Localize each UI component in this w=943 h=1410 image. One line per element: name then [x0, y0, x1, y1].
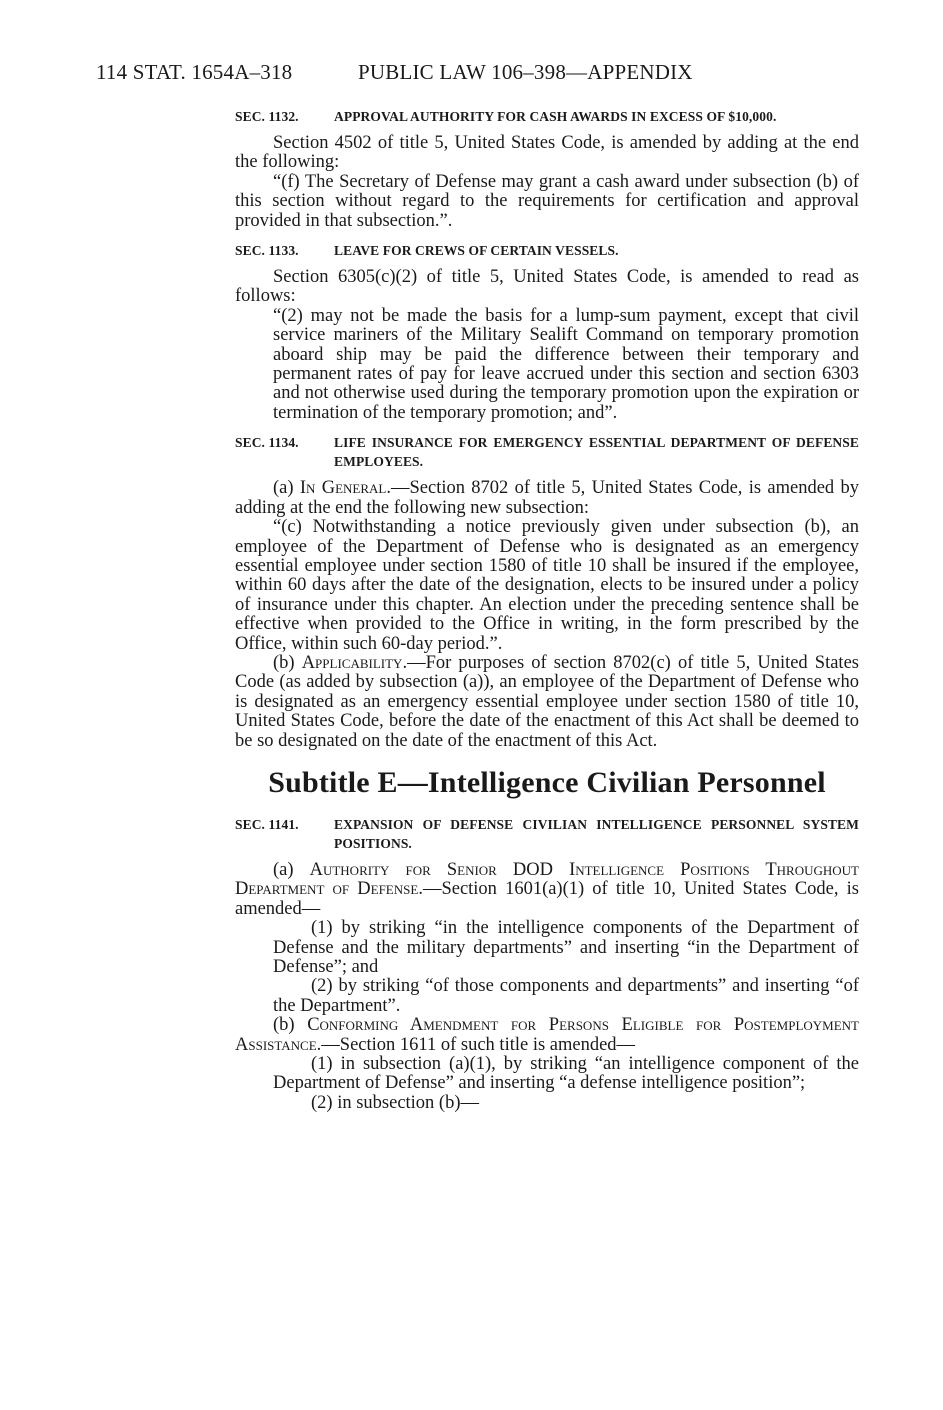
section-1132-quoted-text: “(f) The Secretary of Defense may grant a cash award under subsection (b) of this section without regard to the requirements for certification and approval provided in that subsection.”.	[235, 171, 859, 231]
subsection-heading: Conforming Amendment for Persons Eligible for Postemployment Assistance	[235, 1015, 859, 1055]
section-1134-quoted-text: “(c) Notwithstanding a notice previously given under subsection (b), an employee of the Department of Defense who is designated as an emergency essential employee under section 1580 of title 10 shall be insured if the employee, within 60 days after the date of the designation, elects to be insured under a policy of insurance under this chapter. An election under the preceding sentence shall be effective when provided to the Office in writing, in the form prescribed by the Office, within such 60-day period.”.	[235, 517, 859, 654]
subsection-heading: In General	[299, 478, 387, 499]
section-number: SEC. 1134.	[235, 435, 299, 451]
subsection-text: .—Section 8702 of title 5, United States Code, is amended by adding at the end the following new subsection:	[235, 478, 859, 518]
subsection-label: (a)	[273, 859, 310, 880]
section-number: SEC. 1133.	[235, 243, 299, 259]
section-1141-subsection-a	[235, 861, 859, 919]
subsection-label: (b)	[273, 1015, 308, 1036]
section-title: LEAVE FOR CREWS OF CERTAIN VESSELS.	[334, 243, 619, 259]
section-1141-b-paragraph-1: (1) in subsection (a)(1), by striking “an intelligence component of the Department of Defense” and inserting “a defense intelligence position”;	[273, 1054, 859, 1094]
section-number: SEC. 1141.	[235, 816, 299, 832]
section-1133-intro: Section 6305(c)(2) of title 5, United States Code, is amended to read as follows:	[235, 267, 859, 307]
subsection-text: .—Section 1601(a)(1) of title 10, United States Code, is amended—	[235, 879, 859, 919]
section-1134-subsection-a	[235, 479, 859, 518]
section-1134-subsection-b	[235, 654, 859, 751]
statute-citation: 114 STAT. 1654A–318	[96, 60, 293, 84]
subsection-label: (b)	[273, 652, 302, 673]
running-header	[96, 60, 693, 85]
document-body	[235, 107, 859, 1113]
section-1141-a-paragraph-2: (2) by striking “of those components and departments” and inserting “of the Department”.	[273, 976, 859, 1016]
section-1133-quoted-text: “(2) may not be made the basis for a lump-sum payment, except that civil service mariners of the Military Sealift Command on temporary promotion aboard ship may be paid the difference between their temporary and permanent rates of pay for leave accrued under this section and section 6303 and not otherwise used during the temporary promotion upon the expiration or termination of the temporary promotion; and”.	[273, 305, 859, 423]
subsection-label: (a)	[273, 478, 300, 499]
subsection-text: .—For purposes of section 8702(c) of title 5, United States Code (as added by subsection (a)), an employee of the Department of Defense who is designated as an emergency essential employee under section 1580 of title 10, United States Code, before the date of the enactment of this Act shall be deemed to be so designated on the date of the enactment of this Act.	[235, 652, 859, 751]
subsection-heading: Authority for Senior DOD Intelligence Positions Throughout Department of Defense	[235, 859, 859, 900]
subtitle-heading: Subtitle E—Intelligence Civilian Personnel	[268, 765, 826, 799]
section-number: SEC. 1132.	[235, 109, 299, 124]
section-1141-b-paragraph-2: (2) in subsection (b)—	[311, 1092, 480, 1113]
section-title: APPROVAL AUTHORITY FOR CASH AWARDS IN EXCESS OF $10,000.	[334, 109, 777, 124]
section-1132-heading	[235, 107, 859, 126]
section-1141-a-paragraph-1: (1) by striking “in the intelligence components of the Department of Defense and the military departments” and inserting “in the Department of Defense”; and	[273, 918, 859, 977]
section-1132-intro: Section 4502 of title 5, United States Code, is amended by adding at the end the following:	[235, 133, 859, 173]
section-title: LIFE INSURANCE FOR EMERGENCY ESSENTIAL DEPARTMENT OF DEFENSE EMPLOYEES.	[334, 435, 859, 470]
subsection-heading: Applicability	[301, 652, 403, 673]
section-1141-subsection-b	[235, 1016, 859, 1055]
section-title: EXPANSION OF DEFENSE CIVILIAN INTELLIGENCE PERSONNEL SYSTEM POSITIONS.	[334, 816, 859, 851]
public-law-title: PUBLIC LAW 106–398—APPENDIX	[358, 60, 693, 84]
section-1141-heading	[235, 815, 859, 853]
section-1134-heading	[235, 433, 859, 471]
section-1133-heading	[235, 241, 859, 260]
subsection-text: .—Section 1611 of such title is amended—	[316, 1034, 636, 1055]
